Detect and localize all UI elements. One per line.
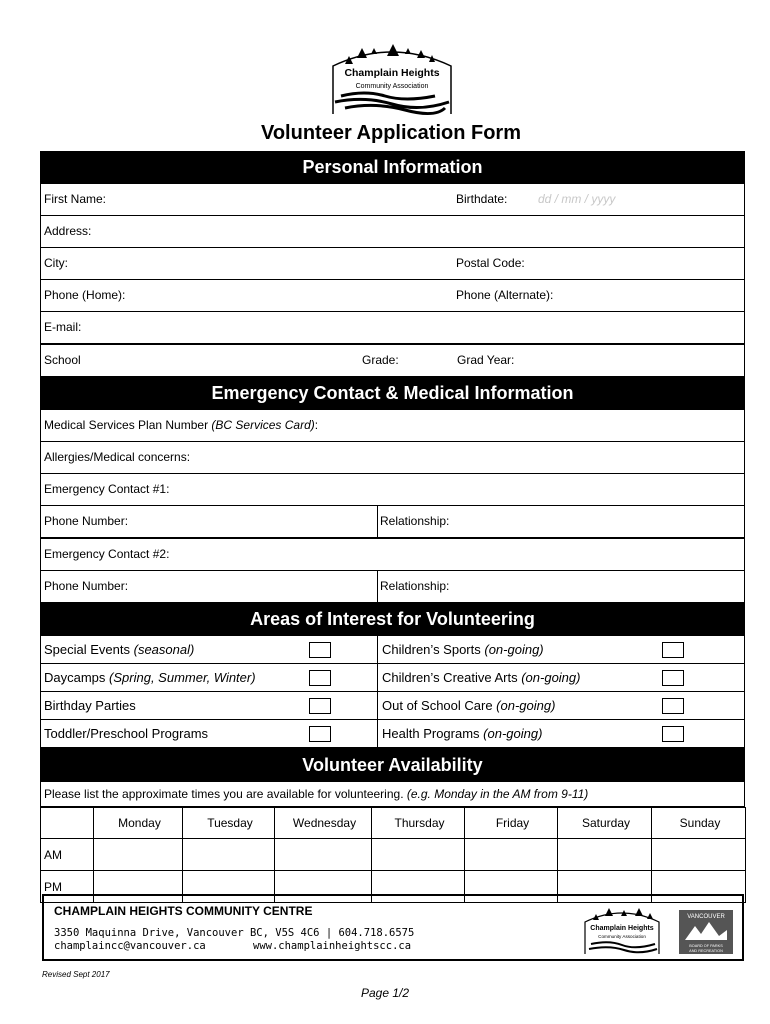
address-label: Address: [44, 224, 92, 238]
interest-right-checkbox[interactable] [662, 726, 684, 742]
msp-label: Medical Services Plan Number (BC Services Card): [44, 418, 319, 432]
interest-left-checkbox[interactable] [309, 698, 331, 714]
time-slot-label: AM [41, 839, 94, 871]
emergency-contact-2-label: Emergency Contact #2: [44, 547, 170, 561]
availability-note [40, 782, 745, 807]
footer-website[interactable]: www.champlainheightscc.ca [253, 940, 412, 952]
svg-text:AND RECREATION: AND RECREATION [689, 949, 723, 953]
page-number: Page 1/2 [360, 986, 410, 1000]
allergies-label: Allergies/Medical concerns: [44, 450, 191, 464]
interest-right-label: Out of School Care (on-going) [382, 698, 556, 713]
logo-line1: Champlain Heights [344, 67, 440, 79]
first-name-row[interactable] [40, 184, 745, 216]
relationship-2-label: Relationship: [380, 579, 450, 593]
emergency-contact-1-label: Emergency Contact #1: [44, 482, 170, 496]
school-row[interactable] [40, 345, 745, 377]
time-slot-label: PM [41, 871, 94, 903]
availability-cell-am-saturday[interactable] [558, 839, 652, 871]
interest-right-checkbox[interactable] [662, 698, 684, 714]
email-row[interactable] [40, 312, 745, 345]
personal-info-header: Personal Information [40, 151, 745, 184]
revision-note: Revised Sept 2017 [42, 970, 110, 979]
interest-left-label: Special Events (seasonal) [44, 642, 195, 657]
msp-row[interactable] [40, 410, 745, 442]
champlain-heights-logo [325, 44, 459, 118]
availability-note-text: Please list the approximate times you are available for volunteering. [44, 787, 407, 801]
interest-row [40, 692, 745, 720]
interest-row [40, 664, 745, 692]
birthdate-placeholder[interactable]: dd / mm / yyyy [538, 192, 616, 206]
corner-cell [41, 808, 94, 839]
allergies-row[interactable] [40, 442, 745, 474]
city-label: City: [44, 256, 68, 270]
emergency-medical-header: Emergency Contact & Medical Information [40, 377, 745, 410]
school-label: School [44, 353, 81, 367]
day-header-saturday: Saturday [558, 808, 652, 839]
availability-header: Volunteer Availability [40, 748, 745, 782]
interests-header: Areas of Interest for Volunteering [40, 603, 745, 636]
phone-row[interactable] [40, 280, 745, 312]
interest-left-checkbox[interactable] [309, 726, 331, 742]
day-header-friday: Friday [465, 808, 558, 839]
availability-cell-am-monday[interactable] [94, 839, 183, 871]
emergency-contact-2-row[interactable] [40, 539, 745, 571]
interest-left-checkbox[interactable] [309, 642, 331, 658]
availability-cell-am-friday[interactable] [465, 839, 558, 871]
interest-right-label: Health Programs (on-going) [382, 726, 543, 741]
interest-right-checkbox[interactable] [662, 670, 684, 686]
emergency-phone-1-row[interactable] [40, 506, 745, 539]
emergency-phone-2-label: Phone Number: [44, 579, 129, 593]
availability-cell-am-tuesday[interactable] [183, 839, 275, 871]
birthdate-label: Birthdate: [456, 192, 508, 206]
city-row[interactable] [40, 248, 745, 280]
footer [42, 894, 744, 961]
availability-note-example: (e.g. Monday in the AM from 9-11) [406, 787, 589, 801]
interest-left-label: Daycamps (Spring, Summer, Winter) [44, 670, 256, 685]
availability-table [40, 807, 746, 903]
interest-row [40, 636, 745, 664]
availability-cell-am-wednesday[interactable] [275, 839, 372, 871]
svg-text:Champlain Heights: Champlain Heights [590, 925, 654, 932]
phone-alternate-label: Phone (Alternate): [456, 288, 554, 302]
availability-cell-am-thursday[interactable] [372, 839, 465, 871]
emergency-phone-1-label: Phone Number: [44, 514, 129, 528]
day-header-monday: Monday [94, 808, 183, 839]
first-name-label: First Name: [44, 192, 107, 206]
interest-left-label: Toddler/Preschool Programs [44, 726, 209, 741]
application-form [40, 151, 745, 903]
logo-line2: Community Association [355, 83, 429, 90]
emergency-contact-1-row[interactable] [40, 474, 745, 506]
vancouver-logo-text: VANCOUVER [687, 914, 725, 920]
grade-label: Grade: [362, 353, 399, 367]
vancouver-parks-logo [679, 910, 733, 954]
day-header-thursday: Thursday [372, 808, 465, 839]
grad-year-label: Grad Year: [457, 353, 515, 367]
email-label: E-mail: [44, 320, 82, 334]
footer-email[interactable]: champlaincc@vancouver.ca [54, 940, 206, 952]
interest-right-checkbox[interactable] [662, 642, 684, 658]
day-header-sunday: Sunday [652, 808, 746, 839]
postal-code-label: Postal Code: [456, 256, 525, 270]
form-title: Volunteer Application Form [260, 122, 521, 144]
interest-row [40, 720, 745, 748]
day-header-wednesday: Wednesday [275, 808, 372, 839]
svg-text:BOARD OF PARKS: BOARD OF PARKS [689, 944, 723, 948]
day-header-tuesday: Tuesday [183, 808, 275, 839]
svg-text:Community Association: Community Association [598, 934, 646, 939]
availability-cell-am-sunday[interactable] [652, 839, 746, 871]
interest-right-label: Children’s Sports (on-going) [382, 642, 544, 657]
interest-left-label: Birthday Parties [44, 698, 136, 713]
footer-address: 3350 Maquinna Drive, Vancouver BC, V5S 4C6 | 604.718.6575 [54, 927, 415, 939]
relationship-1-label: Relationship: [380, 514, 450, 528]
footer-champlain-logo [579, 908, 665, 956]
emergency-phone-2-row[interactable] [40, 571, 745, 603]
interest-left-checkbox[interactable] [309, 670, 331, 686]
footer-centre-name: CHAMPLAIN HEIGHTS COMMUNITY CENTRE [54, 904, 313, 918]
address-row[interactable] [40, 216, 745, 248]
phone-home-label: Phone (Home): [44, 288, 126, 302]
interest-right-label: Children’s Creative Arts (on-going) [382, 670, 581, 685]
